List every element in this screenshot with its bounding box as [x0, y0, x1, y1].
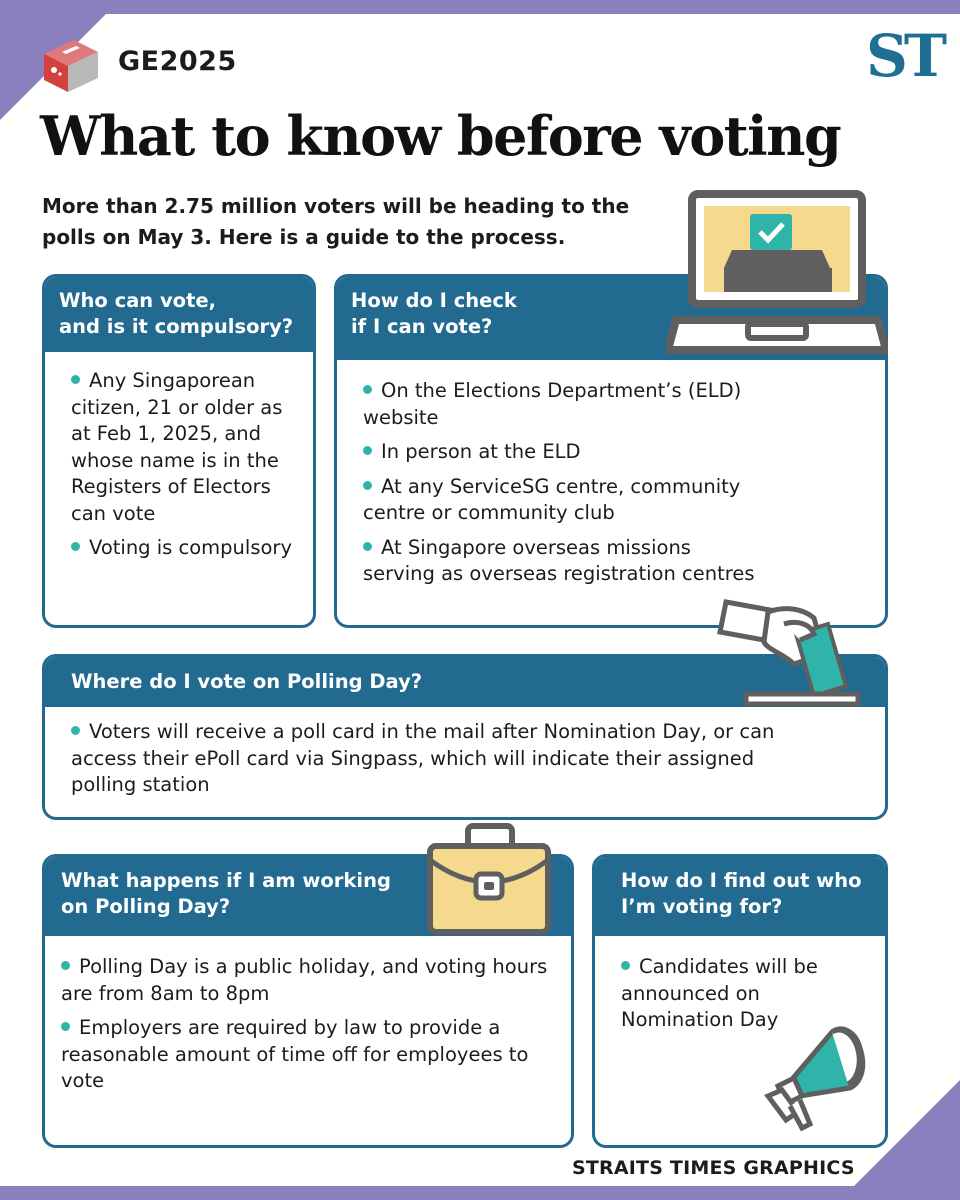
- bottom-border: [0, 1186, 960, 1200]
- card-heading: [595, 857, 885, 936]
- laptop-vote-icon-overlay: [666, 190, 888, 362]
- st-logo: ST: [866, 22, 944, 90]
- card-body: [45, 936, 571, 1113]
- list-item: At Singapore overseas missions serving as overseas registration centres: [363, 535, 763, 588]
- list-item: Any Singaporean citizen, 21 or older as at Feb 1, 2025, and whose name is in the Registers of Electors can vote: [71, 368, 295, 527]
- card-heading: [45, 277, 313, 352]
- page-title: What to know before voting: [40, 104, 841, 168]
- list-item: Voting is compulsory: [71, 535, 295, 562]
- briefcase-icon: [424, 820, 554, 938]
- ballot-box-icon: [36, 30, 102, 96]
- card-body: [337, 360, 781, 606]
- list-item: Candidates will be announced on Nomination Day: [621, 954, 867, 1034]
- heading-line: if I can vote?: [351, 315, 493, 338]
- card-who-can-vote: [42, 274, 316, 628]
- heading-line: What happens if I am working: [61, 869, 391, 892]
- list-item: In person at the ELD: [363, 439, 763, 466]
- top-border: [0, 0, 960, 14]
- heading-line: Who can vote,: [59, 289, 217, 312]
- footer-credit: STRAITS TIMES GRAPHICS: [572, 1157, 855, 1179]
- hand-ballot-icon: [716, 594, 866, 712]
- list-item: Voters will receive a poll card in the mail after Nomination Day, or can access their ePoll card via Singpass, which will indicate their assigned polling station: [71, 719, 791, 799]
- heading-line: Where do I vote on Polling Day?: [71, 670, 423, 693]
- heading-line: and is it compulsory?: [59, 315, 294, 338]
- heading-line: How do I check: [351, 289, 517, 312]
- list-item: Employers are required by law to provide a reasonable amount of time off for employees to vote: [61, 1015, 553, 1095]
- heading-line: I’m voting for?: [621, 895, 783, 918]
- heading-line: on Polling Day?: [61, 895, 231, 918]
- list-item: Polling Day is a public holiday, and voting hours are from 8am to 8pm: [61, 954, 553, 1007]
- megaphone-icon: [752, 1014, 872, 1134]
- card-body: [45, 352, 313, 580]
- list-item: At any ServiceSG centre, community centre or community club: [363, 474, 763, 527]
- intro-text: More than 2.75 million voters will be heading to the polls on May 3. Here is a guide to the process.: [42, 194, 630, 249]
- list-item: On the Elections Department’s (ELD) website: [363, 378, 763, 431]
- card-body: [45, 707, 809, 817]
- heading-line: How do I find out who: [621, 869, 862, 892]
- election-tag: GE2025: [118, 46, 237, 77]
